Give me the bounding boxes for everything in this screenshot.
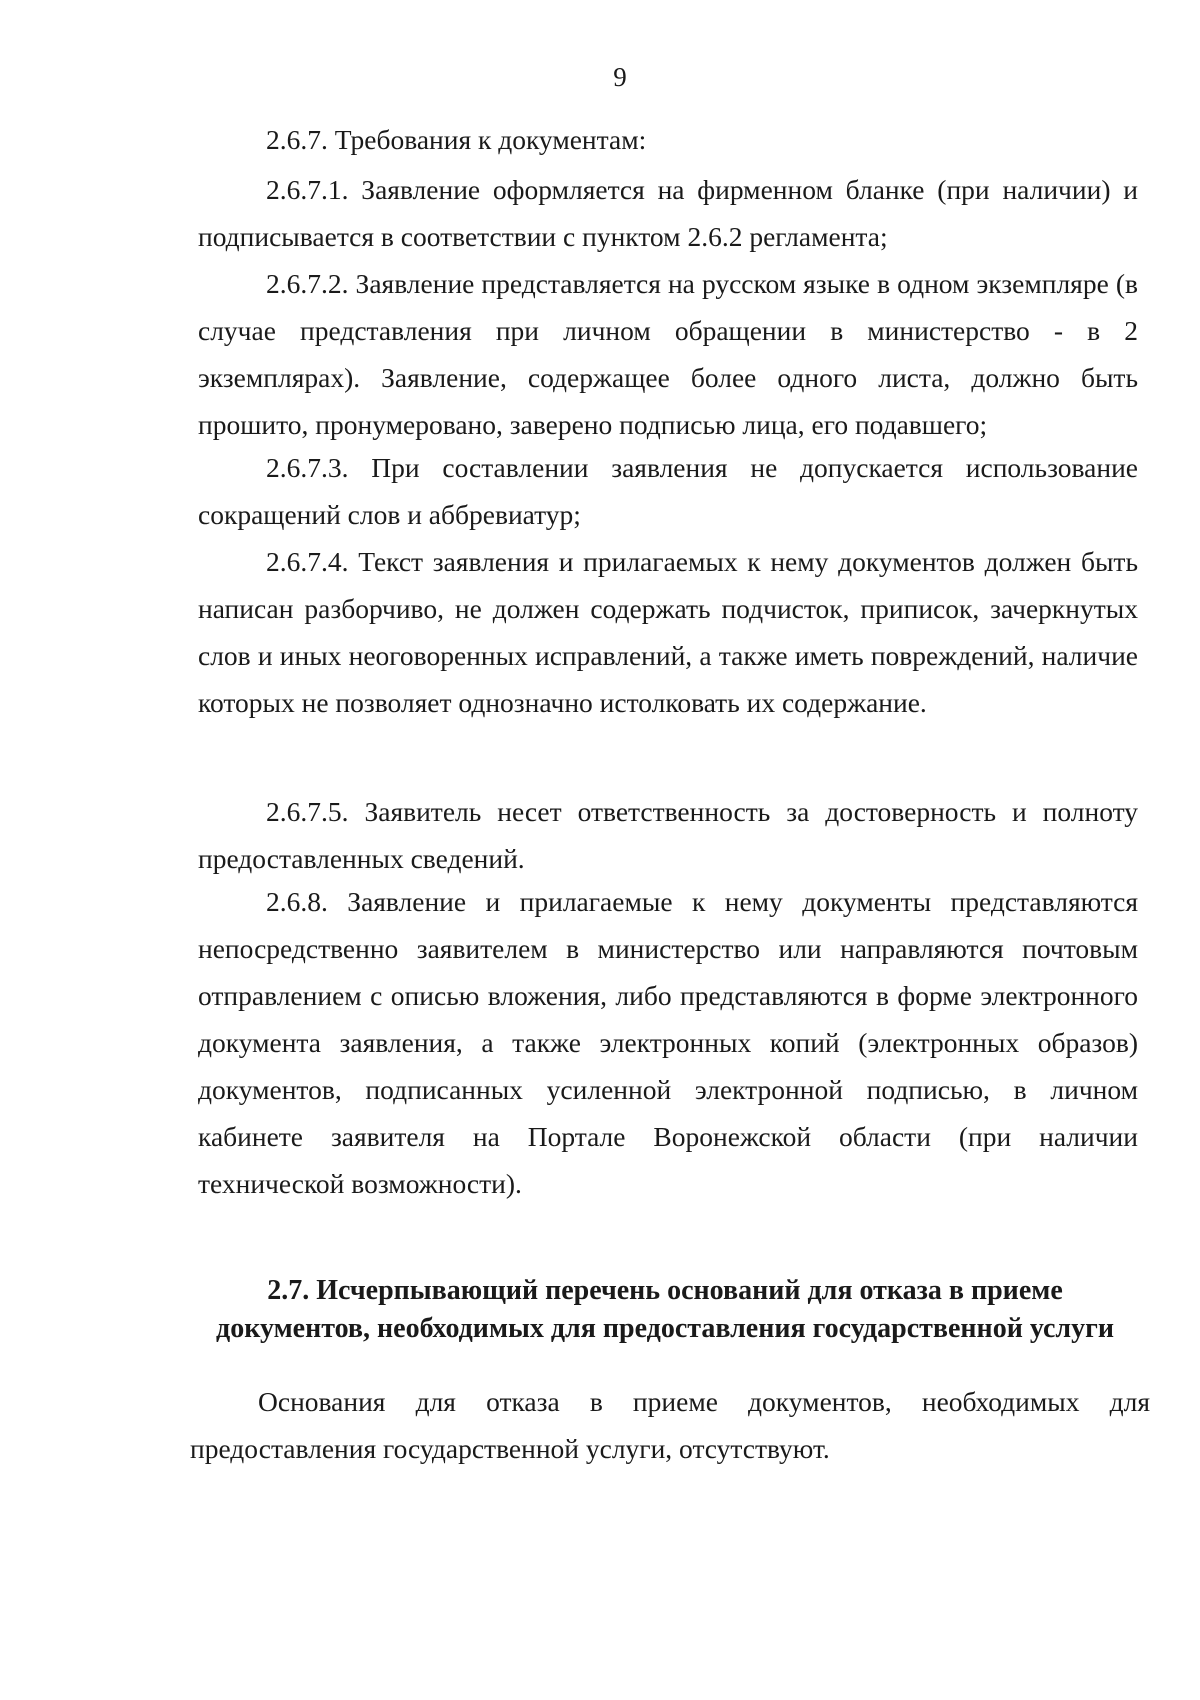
page-number: 9 (613, 62, 627, 92)
paragraph-2-6-7-2: 2.6.7.2. Заявление представляется на русском языке в одном экземпляре (в случае представления при личном обращении в министерство - в 2 экземплярах). Заявление, содержащее более одного листа, должно быть прошито, пронумеровано, заверено подписью лица, его подавшего; (198, 268, 1138, 440)
paragraph-2-6-7: 2.6.7. Требования к документам: (266, 124, 647, 155)
section-2-7-paragraph: Основания для отказа в приеме документов, необходимых для предоставления государственной услуги, отсутствуют. (190, 1386, 1150, 1464)
paragraph-2-6-7-5: 2.6.7.5. Заявитель несет ответственность за достоверность и полноту предоставленных сведений. (198, 796, 1138, 874)
paragraph-2-6-7-3: 2.6.7.3. При составлении заявления не допускается использование сокращений слов и аббревиатур; (198, 452, 1138, 530)
paragraph-2-6-7-1: 2.6.7.1. Заявление оформляется на фирменном бланке (при наличии) и подписывается в соответствии с пунктом 2.6.2 регламента; (198, 174, 1138, 252)
paragraph-2-6-8: 2.6.8. Заявление и прилагаемые к нему документы представляются непосредственно заявителем в министерство или направляются почтовым отправлением с описью вложения, либо представляются в форме электронного документа заявления, а также электронных копий (электронных образов) документов, подписанных усиленной электронной подписью, в личном кабинете заявителя на Портале Воронежской области (при наличии технической возможности). (198, 886, 1138, 1199)
paragraph-2-6-7-4: 2.6.7.4. Текст заявления и прилагаемых к нему документов должен быть написан разборчиво, не должен содержать подчисток, приписок, зачеркнутых слов и иных неоговоренных исправлений, а также иметь повреждений, наличие которых не позволяет однозначно истолковать их содержание. (198, 546, 1138, 718)
section-heading-2-7: 2.7. Исчерпывающий перечень оснований для отказа в приеме документов, необходимых для предоставления государственной услуги (216, 1275, 1114, 1344)
